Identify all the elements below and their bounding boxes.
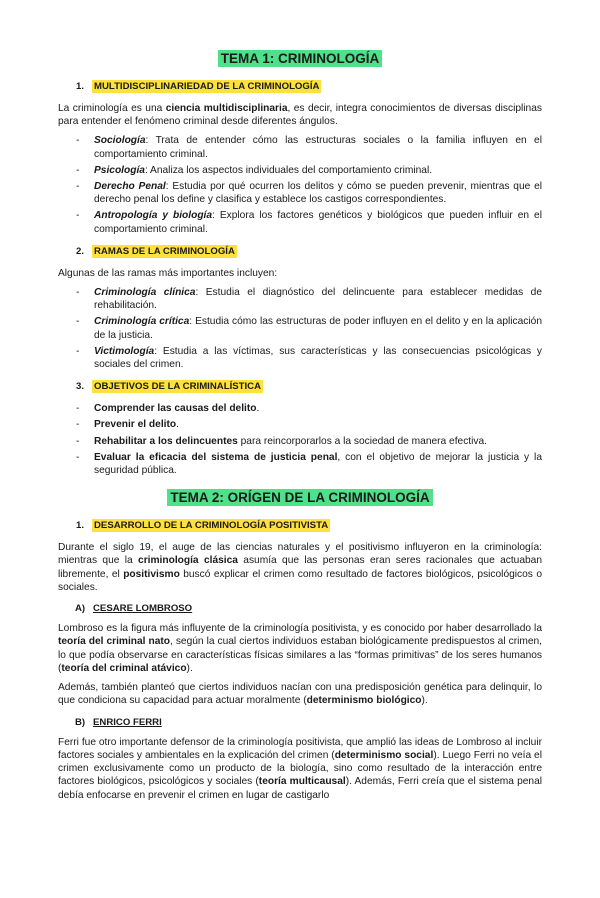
list-item: - Antropología y biología: Explora los factores genéticos y biológicos que pueden influir en el comportamiento criminal.: [76, 210, 542, 235]
subsection-a-heading: A) CESARE LOMBROSO: [75, 603, 193, 615]
tema2-section-1-paragraph: Durante el siglo 19, el auge de las ciencias naturales y el positivismo influyeron en la criminología: mientras que la criminología clásica asumía que las personas eran seres racionales que actuaban libremente, el positivismo buscó explicar el crimen como resultado de factores biológicos, psicológicos o sociales.: [58, 542, 543, 593]
list-item: - Psicología: Analiza los aspectos individuales del comportamiento criminal.: [76, 164, 433, 176]
tema1-section-1-heading: 1. MULTIDISCIPLINARIEDAD DE LA CRIMINOLOGÍA: [76, 81, 320, 92]
document-page: [0, 50, 600, 898]
ferri-paragraph: Ferri fue otro importante defensor de la criminología positivista, que amplió las ideas de Lombroso al incluir factores sociales y ambientales en la explicación del crimen (determinismo social). Luego Ferri no veía el crimen exclusivamente como un producto de la biología, sino como resultado de la interacción entre factores biológicos, psicológicos y sociales (teoría multicausal). Además, Ferri creía que el sistema penal debía enfocarse en prevenir el crimen en lugar de castigarlo: [58, 736, 542, 801]
tema2-section-1-heading: 1. DESARROLLO DE LA CRIMINOLOGÍA POSITIVISTA: [76, 520, 329, 532]
tema1-section-1-list: [58, 134, 542, 235]
tema1-section-3-list: [58, 402, 542, 477]
lombroso-paragraph-1: Lombroso es la figura más influyente de la criminología positivista, y es conocido por haber desarrollado la teoría del criminal nato, según la cual ciertos individuos estaban biológicamente predispuestos al crimen, lo que podía observarse en características físicas similares a las “formas primitivas” de los seres humanos (teoría del criminal atávico).: [58, 623, 542, 674]
list-item: - Comprender las causas del delito.: [76, 403, 260, 415]
tema1-section-1-intro: La criminología es una ciencia multidisciplinaria, es decir, integra conocimientos de diversas disciplinas para entender el fenómeno criminal desde diferentes ángulos.: [58, 103, 542, 128]
tema1-section-2-list: [58, 286, 542, 371]
tema1-section-2-intro: Algunas de las ramas más importantes incluyen:: [58, 267, 278, 279]
list-item: - Evaluar la eficacia del sistema de justicia penal, con el objetivo de mejorar la justicia y la seguridad pública.: [76, 451, 542, 477]
list-item: - Derecho Penal: Estudia por qué ocurren los delitos y cómo se pueden prevenir, mientras que el derecho penal los define y clasifica y establece los castigos correspondientes.: [76, 181, 542, 206]
tema1-section-2-heading: 2. RAMAS DE LA CRIMINOLOGÍA: [76, 245, 235, 257]
list-item: - Criminología clínica: Estudia el diagnóstico del delincuente para establecer medidas de rehabilitación.: [76, 287, 542, 312]
tema1-section-3-heading: 3. OBJETIVOS DE LA CRIMINALÍSTICA: [76, 381, 262, 393]
list-item: - Rehabilitar a los delincuentes para reincorporarlos a la sociedad de manera efectiva.: [76, 435, 487, 447]
list-item: - Victimología: Estudia a las víctimas, sus características y las consecuencias psicológicas y sociales del crimen.: [76, 345, 542, 371]
list-item: - Criminología crítica: Estudia cómo las estructuras de poder influyen en el delito y en la aplicación de la justicia.: [76, 316, 542, 341]
list-item: - Sociología: Trata de entender cómo las estructuras sociales o la familia influyen en el comportamiento criminal.: [76, 135, 542, 160]
tema2-title: TEMA 2: ORÍGEN DE LA CRIMINOLOGÍA: [58, 489, 542, 507]
subsection-b-heading: B) ENRICO FERRI: [75, 716, 162, 728]
list-item: - Prevenir el delito.: [76, 419, 179, 431]
lombroso-paragraph-2: Además, también planteó que ciertos individuos nacían con una predisposición genética para delinquir, lo que condiciona su capacidad para actuar moralmente (determinismo biológico).: [58, 682, 542, 707]
tema1-title: TEMA 1: CRIMINOLOGÍA: [58, 50, 542, 68]
